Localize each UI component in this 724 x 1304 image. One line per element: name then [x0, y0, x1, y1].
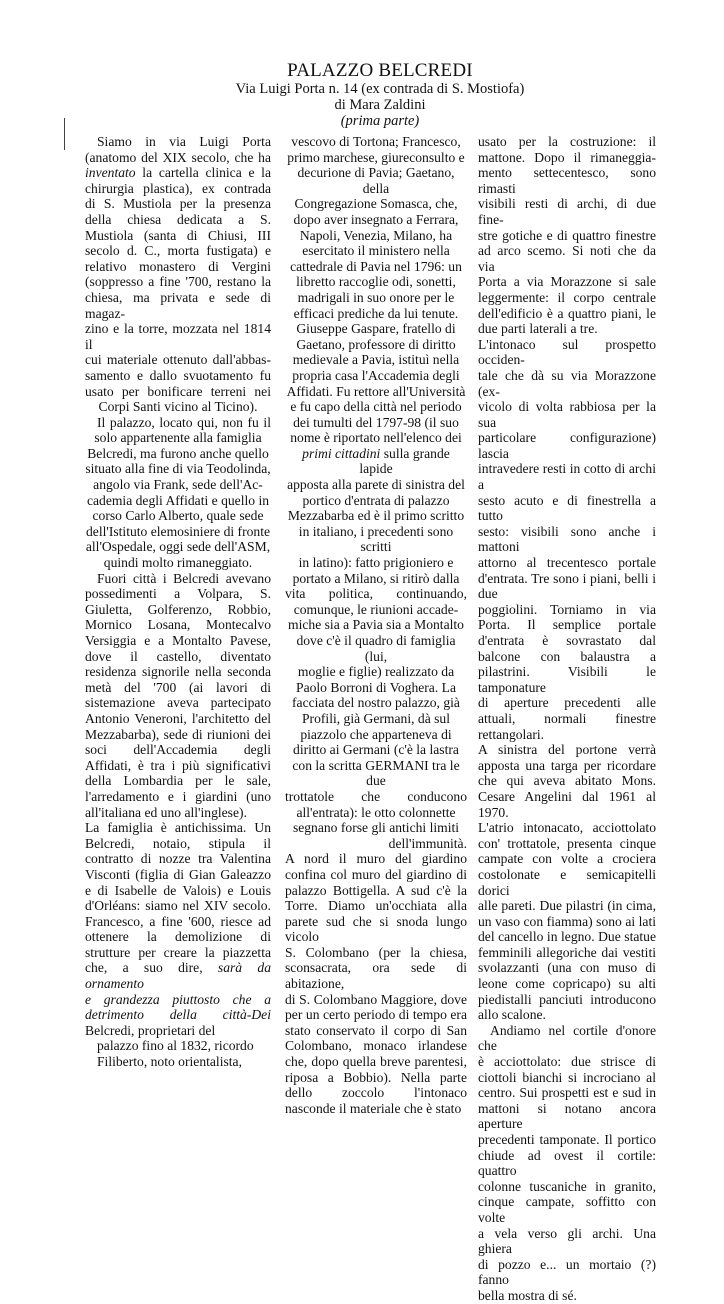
text-line: Porta a via Morazzone si sale	[478, 274, 656, 290]
italic-phrase: primi cittadini	[302, 445, 381, 461]
text-line: apposta alla parete di sinistra del	[287, 477, 465, 493]
text-line: nome è riportato nell'elenco dei	[290, 430, 462, 446]
text-line: Belcredi, proprietari del	[85, 1022, 216, 1038]
text-line: della chiesa dedicata a S.	[85, 211, 271, 227]
text-line: all'Ospedale, oggi sede dell'ASM,	[85, 539, 271, 555]
text-line: piazzolo che apparteneva di	[300, 726, 452, 742]
text-line: relativo monastero di Vergini	[85, 258, 271, 274]
text-line: balcone con balaustra a	[478, 648, 656, 664]
text-line: leggermente: il corpo centrale	[478, 289, 656, 305]
text-line: Colombano, monaco irlandese	[285, 1038, 467, 1054]
text-line: d'entrata è sovrastato dal	[478, 633, 656, 648]
text-line: precedenti tamponate. Il portico	[478, 1132, 656, 1147]
text-line: sistemazione aveva partecipato	[85, 695, 271, 711]
text-line: campate con volte a crociera	[478, 851, 656, 867]
text-line: mattoni si notano ancora aperture	[478, 1100, 656, 1132]
text-line: Versiggia e a Montalto Pavese,	[85, 633, 271, 648]
text-line: Porta. Il semplice portale	[478, 617, 656, 633]
text-line: in latino): fatto prigioniero e	[298, 555, 454, 571]
text-line: di aperture precedenti alle	[478, 695, 656, 711]
text-line: due parti laterali a tre.	[478, 321, 598, 337]
text-line: samento e dallo svuotamento fu	[85, 367, 271, 383]
text-line: intravedere resti in cotto di archi a	[478, 461, 656, 493]
text-line: apposta una targa per ricordare	[478, 757, 656, 773]
text-line: esercitato il ministero nella	[302, 243, 450, 259]
text-line: è acciottolato: due strisce di	[478, 1054, 656, 1070]
column-1	[85, 134, 271, 1070]
text-line: dell'Istituto elemosiniere di fronte	[85, 523, 271, 539]
text-line: attorno al trecentesco portale	[478, 555, 656, 571]
text-line: d'entrata. Tre sono i piani, belli i due	[478, 570, 656, 602]
text-line: Napoli, Venezia, Milano, ha	[299, 227, 453, 243]
text-line: usato per bonificare terreni nei	[85, 383, 271, 399]
text-line: confina col muro del giardino di	[285, 866, 467, 882]
text-line: per un certo periodo di tempo era	[285, 1007, 467, 1023]
text-line: attuali, normali finestre	[478, 710, 656, 726]
text-fragment: la cartella clinica e la	[135, 165, 271, 181]
text-line: solo appartenente alla famiglia	[94, 430, 262, 446]
margin-bar	[64, 118, 65, 150]
text-line: e grandezza piuttosto che a	[85, 991, 271, 1007]
text-line: ad arco scemo. Si noti che da via	[478, 243, 656, 274]
text-line: cattedrale di Pavia nel 1796: un	[290, 258, 462, 274]
text-line: colonne tuscaniche in granito,	[478, 1178, 656, 1194]
text-line: bella mostra di sé.	[478, 1287, 577, 1303]
text-line: trottatole che conducono	[285, 788, 467, 804]
text-line: cui materiale ottenuto dall'abbas-	[85, 352, 271, 368]
text-line: poggiolini. Torniamo in via	[478, 601, 656, 617]
text-line: medievale a Pavia, istituì nella	[292, 352, 460, 368]
text-line: Corpi Santi vicino al Ticino).	[98, 399, 258, 415]
text-line: Giuletta, Golferenzo, Robbio,	[85, 601, 271, 617]
text-line: Andiamo nel cortile d'onore che	[478, 1022, 656, 1054]
text-line: dei tumulti del 1797-98 (il suo	[293, 414, 459, 430]
text-line: sesto acuto e di finestrella a tutto	[478, 492, 656, 524]
text-line: Giuseppe Gaspare, fratello di	[296, 321, 456, 337]
text-line: libretto raccoglie odi, sonetti,	[296, 274, 456, 290]
text-line: sconsacrata, ora sede di abitazione,	[285, 960, 467, 992]
text-line: angolo via Frank, sede dell'Ac-	[93, 477, 263, 493]
text-line: riposa a Bobbio). Nella parte	[285, 1069, 467, 1085]
text-line: palazzo fino al 1832, ricordo	[97, 1038, 254, 1054]
text-line: rettangolari.	[478, 726, 545, 742]
text-line: Il palazzo, locato qui, non fu il	[97, 414, 271, 430]
text-line: corso Carlo Alberto, quale sede	[92, 508, 264, 524]
text-line: decurione di Pavia; Gaetano, della	[297, 165, 455, 196]
text-line: ottenere la demolizione di	[85, 929, 271, 945]
text-line: Visconti (figlia di Gian Galeazzo	[85, 866, 271, 882]
text-line: stato conservato il corpo di San	[285, 1022, 467, 1038]
text-line: situato alla fine di via Teodolinda,	[85, 461, 271, 477]
text-line: Mornico Losana, Montecalvo	[85, 617, 271, 633]
text-line: dell'edificio è a quattro piani, le	[478, 305, 656, 321]
text-line: femminili allegoriche dai vestiti	[478, 944, 656, 960]
text-line: all'italiana ed uno all'inglese).	[85, 804, 247, 820]
text-line: che, dopo quella breve parentesi,	[285, 1054, 467, 1070]
article-author: di Mara Zaldini	[334, 97, 426, 113]
text-line	[85, 165, 271, 181]
text-line: alle pareti. Due pilastri (in cima,	[478, 898, 656, 914]
text-line: visibili resti di archi, di due fine-	[478, 196, 656, 227]
column-3	[478, 134, 656, 1304]
text-line: soci dell'Accademia degli	[85, 742, 271, 758]
text-line: vescovo di Tortona; Francesco,	[291, 134, 461, 149]
text-line: Paolo Borroni di Voghera. La	[296, 679, 456, 695]
text-line: dove c'è il quadro di famiglia (lui,	[296, 633, 456, 664]
text-line: palazzo Bottigella. A sud c'è la	[285, 882, 467, 898]
text-line: leone come copricapo) su alti	[478, 976, 656, 992]
text-line: Fuori città i Belcredi avevano	[97, 570, 271, 586]
text-line: di S. Colombano Maggiore, dove	[285, 991, 467, 1007]
text-line: all'entrata): le otto colonnette	[296, 804, 456, 820]
text-line: La famiglia è antichissima. Un	[85, 820, 271, 836]
text-fragment: che, a suo dire,	[85, 960, 218, 976]
text-line: parete sud che si snoda lungo vicolo	[285, 913, 467, 945]
text-line: A sinistra del portone verrà	[478, 742, 656, 758]
article-part: (prima parte)	[340, 113, 420, 129]
text-line: vita politica, continuando,	[285, 586, 467, 602]
text-line: comunque, le riunioni accade-	[293, 601, 459, 617]
text-line: S. Colombano (per la chiesa,	[285, 944, 467, 960]
text-line: quindi molto rimaneggiato.	[103, 555, 253, 571]
text-line	[285, 446, 467, 477]
text-line: facciata del nostro palazzo, già	[292, 695, 460, 711]
text-line: L'intonaco sul prospetto occiden-	[478, 336, 656, 368]
text-line: Affidati, è tra i più significativi	[85, 757, 271, 773]
text-line: l'arredamento e i giardini (uno	[85, 788, 271, 804]
text-line: cademia degli Affidati e quello in	[86, 492, 270, 508]
text-line: diritto ai Germani (c'è la lastra	[293, 742, 459, 758]
text-line: di S. Mustiola per la presenza	[85, 196, 271, 212]
text-line: dove il castello, diventato	[85, 648, 271, 664]
text-line: sesto: visibili sono anche i mattoni	[478, 523, 656, 555]
text-line: di pozzo e... un mortaio (?) fanno	[478, 1256, 656, 1288]
text-line: della Lombardia per le sale,	[85, 773, 271, 789]
text-line: e fu capo della città nel periodo	[290, 399, 462, 415]
text-line: detrimento della città-Dei	[85, 1007, 271, 1023]
text-line: Gaetano, professore di diritto	[296, 336, 456, 352]
text-line: chiude ad ovest il cortile: quattro	[478, 1147, 656, 1179]
text-line: ciottoli bianchi si incrociano al	[478, 1069, 656, 1085]
text-line: del cancello in legno. Due statue	[478, 929, 656, 945]
text-line: e di Isabelle de Valois) e Louis	[85, 882, 271, 898]
text-line: che qui aveva abitato Mons.	[478, 773, 656, 789]
text-line: portato a Milano, si ritirò dalla	[292, 570, 460, 586]
article-title: PALAZZO BELCREDI	[287, 60, 473, 81]
text-line: cinque campate, soffitto con volte	[478, 1194, 656, 1225]
text-line: Filiberto, noto orientalista,	[97, 1054, 242, 1070]
text-line: Mezzabarba), sede di riunioni dei	[85, 726, 271, 742]
text-line	[85, 960, 271, 991]
text-line: costolonate e semicapitelli dorici	[478, 866, 656, 898]
text-line: propria casa l'Accademia degli	[292, 367, 460, 383]
text-line: Mustiola (santa di Chiusi, III	[85, 227, 271, 243]
text-line: primo marchese, giureconsulto e	[287, 149, 465, 165]
text-line: Torre. Diamo un'occhiata alla	[285, 898, 467, 914]
article-subtitle: Via Luigi Porta n. 14 (ex contrada di S. Mostiofa)	[235, 81, 525, 97]
text-line: chiesa, ma privata e sede di magaz-	[85, 289, 271, 321]
text-line: metà del '700 (ai lavori di	[85, 679, 271, 695]
text-line: stre gotiche e di quattro finestre	[478, 227, 656, 243]
text-line: (soppresso a fine '700, restano la	[85, 274, 271, 290]
text-line: tale che dà su via Morazzone (ex-	[478, 367, 656, 399]
text-line: vicolo di volta rabbiosa per la sua	[478, 399, 656, 430]
text-line: contratto di nozze tra Valentina	[85, 851, 271, 867]
text-line: segnano forse gli antichi limiti	[292, 820, 460, 836]
text-line: Congregazione Somasca, che,	[294, 196, 458, 212]
text-line: miche sia a Pavia sia a Montalto	[288, 617, 464, 633]
text-line: Francesco, a fine '600, riesce ad	[85, 913, 271, 929]
text-line: residenza signorile nella seconda	[85, 664, 271, 680]
text-line: dell'immunità.	[388, 835, 467, 851]
text-line: Belcredi, ma furono anche quello	[87, 445, 269, 461]
text-line: portico d'entrata di palazzo	[302, 492, 450, 508]
text-line: Siamo in via Luigi Porta	[97, 134, 271, 149]
italic-phrase: sarà da ornamento	[85, 960, 271, 992]
text-line: un vaso con fiamma) sono ai lati	[478, 913, 656, 929]
italic-word: inventato	[85, 165, 136, 181]
text-line: moglie e figlie) realizzato da	[297, 664, 455, 680]
text-line: nasconde il materiale che è stato	[285, 1100, 462, 1116]
text-line: efficaci prediche da lui tenute.	[293, 305, 459, 321]
column-2	[285, 134, 467, 1116]
text-line: Profili, già Germani, dà sul	[302, 710, 450, 726]
text-line: dello zoccolo l'intonaco	[285, 1085, 467, 1101]
text-line: pilastrini. Visibili le tamponature	[478, 664, 656, 695]
text-line: Antonio Veneroni, l'architetto del	[85, 710, 271, 726]
text-line: chirurgia plastica), ex contrada	[85, 180, 271, 196]
text-line: Cesare Angelini dal 1961 al 1970.	[478, 788, 656, 820]
text-line: possedimenti a Volpara, S.	[85, 586, 271, 602]
text-fragment: sulla grande lapide	[359, 445, 450, 477]
text-line: con la scritta GERMANI tra le due	[292, 757, 460, 789]
text-line: L'atrio intonacato, acciottolato	[478, 820, 656, 836]
text-line: centro. Sui prospetti est e sud in	[478, 1085, 656, 1101]
text-line: particolare configurazione) lascia	[478, 430, 656, 461]
text-line: allo scalone.	[478, 1007, 546, 1023]
text-line: strutture per creare la piazzetta	[85, 944, 271, 960]
text-line: zino e la torre, mozzata nel 1814 il	[85, 321, 271, 352]
text-line: mento settecentesco, sono rimasti	[478, 165, 656, 196]
text-line: in italiano, i precedenti sono scritti	[298, 523, 454, 555]
text-line: piedistalli panciuti introducono	[478, 991, 656, 1007]
text-line: dopo aver insegnato a Ferrara,	[293, 211, 459, 227]
text-line: svolazzanti (una con muso di	[478, 960, 656, 976]
text-line: con' trottatole, presenta cinque	[478, 835, 656, 851]
text-line: mattone. Dopo il rimaneggia-	[478, 149, 656, 165]
text-line: Affidati. Fu rettore all'Università	[286, 383, 466, 399]
text-line: Belcredi, notaio, stipula il	[85, 835, 271, 851]
text-line: madrigali in suo onore per le	[297, 289, 455, 305]
text-line: d'Orléans: siamo nel XIV secolo.	[85, 898, 271, 914]
text-line: a vela verso gli archi. Una ghiera	[478, 1225, 656, 1257]
text-line: (anatomo del XIX secolo, che ha	[85, 149, 271, 165]
text-line: A nord il muro del giardino	[285, 851, 467, 867]
text-line: Mezzabarba ed è il primo scritto	[287, 508, 465, 524]
text-line: secolo d. C., morta fustigata) e	[85, 243, 271, 259]
text-line: usato per la costruzione: il	[478, 134, 656, 149]
